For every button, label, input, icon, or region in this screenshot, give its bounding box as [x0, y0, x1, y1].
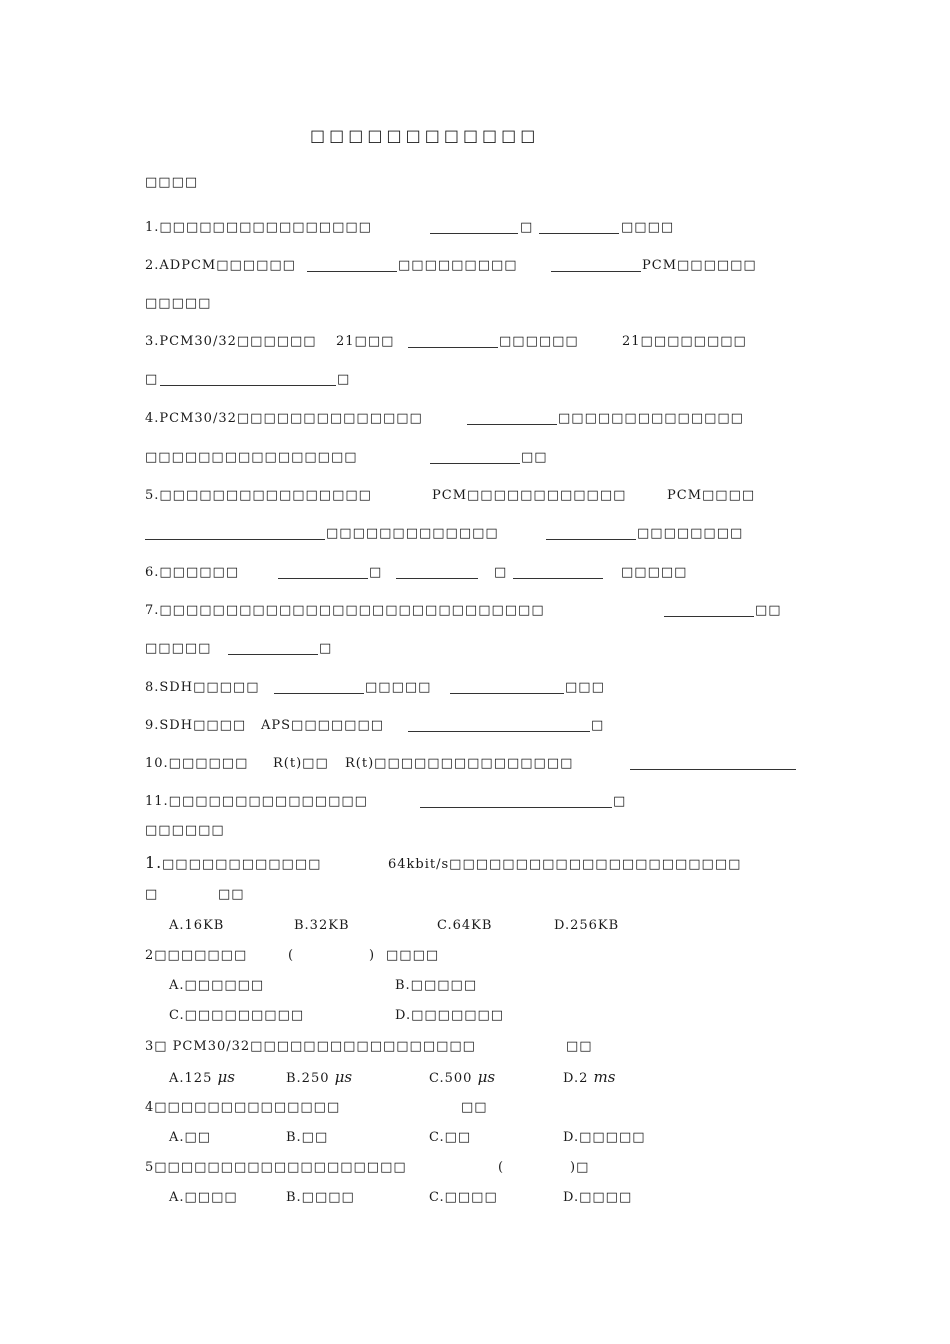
- q8-text-2: □□□□□: [365, 680, 432, 695]
- q4-text-4: □□: [521, 450, 548, 465]
- mc2-option-c[interactable]: C.□□□□□□□□□: [169, 1008, 305, 1023]
- q6-text-2: □: [369, 565, 383, 580]
- section-heading-multiple-choice: □□□□□□: [145, 823, 225, 838]
- mc3-unit-b: μs: [334, 1068, 353, 1086]
- q10-text: 10.□□□□□□: [145, 756, 249, 771]
- mc5-option-c[interactable]: C.□□□□: [429, 1190, 498, 1205]
- mc4-option-c[interactable]: C.□□: [429, 1130, 472, 1145]
- q5-text: 5.□□□□□□□□□□□□□□□□: [145, 488, 372, 503]
- page-title: □□□□□□□□□□□□: [310, 126, 540, 145]
- q5-blank-1[interactable]: [145, 539, 325, 540]
- q7-text-4: □: [319, 641, 333, 656]
- q7-blank-2[interactable]: [228, 654, 318, 655]
- q3-text: 3.PCM30/32□□□□□□: [145, 334, 317, 349]
- q3-blank-1[interactable]: [408, 347, 498, 348]
- q7-text: 7.□□□□□□□□□□□□□□□□□□□□□□□□□□□□□: [145, 603, 545, 618]
- q11-text: 11.□□□□□□□□□□□□□□□: [145, 794, 368, 809]
- mc5-paren-open: (: [498, 1160, 505, 1175]
- q5-blank-2[interactable]: [546, 539, 636, 540]
- q3-text-3: □□□□□□: [499, 334, 579, 349]
- mc1-text: □□□□□□□□□□□□: [162, 857, 322, 872]
- q1-blank-2[interactable]: [539, 233, 619, 234]
- q6-blank-2[interactable]: [396, 578, 478, 579]
- mc5-option-a[interactable]: A.□□□□: [169, 1190, 238, 1205]
- q10-text-3: R(t)□□□□□□□□□□□□□□□: [345, 756, 574, 771]
- q3-text-2: 21□□□: [336, 334, 395, 349]
- mc2-option-b[interactable]: B.□□□□□: [395, 978, 478, 993]
- mc1-option-a[interactable]: A.16KB: [169, 918, 225, 933]
- mc2-paren-close: ): [369, 948, 376, 963]
- q2-text: 2.ADPCM□□□□□□: [145, 258, 296, 273]
- q9-text: 9.SDH□□□□: [145, 718, 247, 733]
- mc1-text-3: □: [145, 887, 159, 902]
- mc5-option-b[interactable]: B.□□□□: [286, 1190, 355, 1205]
- q9-text-2: APS□□□□□□□: [261, 718, 385, 733]
- q4-blank-2[interactable]: [430, 463, 520, 464]
- mc5-paren-close: )□: [570, 1160, 590, 1175]
- mc1-option-b[interactable]: B.32KB: [294, 918, 350, 933]
- q7-text-3: □□□□□: [145, 641, 212, 656]
- q1-text: 1.□□□□□□□□□□□□□□□□: [145, 220, 372, 235]
- q4-text-3: □□□□□□□□□□□□□□□□: [145, 450, 358, 465]
- mc4-option-a[interactable]: A.□□: [169, 1130, 212, 1145]
- mc1-option-c[interactable]: C.64KB: [437, 918, 493, 933]
- q3-text-4: 21□□□□□□□□: [622, 334, 747, 349]
- q5-text-4: □□□□□□□□□□□□□: [326, 526, 499, 541]
- q6-text-4: □□□□□: [621, 565, 688, 580]
- q2-text-end: PCM□□□□□□: [642, 258, 757, 273]
- mc1-option-d[interactable]: D.256KB: [554, 918, 620, 933]
- mc2-option-a[interactable]: A.□□□□□□: [169, 978, 265, 993]
- q9-blank-1[interactable]: [408, 731, 590, 732]
- q1-text-mid: □: [520, 220, 534, 235]
- q8-blank-1[interactable]: [274, 693, 364, 694]
- q10-blank-1[interactable]: [630, 769, 796, 770]
- q9-text-3: □: [591, 718, 605, 733]
- mc4-option-d[interactable]: D.□□□□□: [563, 1130, 646, 1145]
- q6-text-3: □: [494, 565, 508, 580]
- q2-text-line2: □□□□□: [145, 296, 212, 311]
- q5-text-5: □□□□□□□□: [637, 526, 744, 541]
- q7-blank-1[interactable]: [664, 616, 754, 617]
- q3-text-5: □: [145, 372, 159, 387]
- q4-blank-1[interactable]: [467, 424, 557, 425]
- q2-text-mid: □□□□□□□□□: [398, 258, 518, 273]
- mc2-option-d[interactable]: D.□□□□□□□: [395, 1008, 505, 1023]
- mc3-unit-d: ms: [593, 1068, 616, 1086]
- mc2-text-2: □□□□: [386, 948, 440, 963]
- q3-text-6: □: [337, 372, 351, 387]
- q5-text-3: PCM□□□□: [667, 488, 756, 503]
- mc4-text: 4□□□□□□□□□□□□□□: [145, 1100, 341, 1115]
- mc1-text-2: 64kbit/s□□□□□□□□□□□□□□□□□□□□□□: [388, 857, 742, 872]
- mc5-text: 5□□□□□□□□□□□□□□□□□□□: [145, 1160, 407, 1175]
- mc5-option-d[interactable]: D.□□□□: [563, 1190, 633, 1205]
- q3-blank-2[interactable]: [160, 385, 336, 386]
- q11-text-2: □: [613, 794, 627, 809]
- mc1-number: 1.: [145, 853, 163, 872]
- mc3-text: 3□ PCM30/32□□□□□□□□□□□□□□□□□: [145, 1039, 476, 1054]
- mc4-text-2: □□: [461, 1100, 488, 1115]
- q4-text: 4.PCM30/32□□□□□□□□□□□□□□: [145, 411, 423, 426]
- mc3-option-a[interactable]: A.125 μs: [169, 1068, 235, 1086]
- q5-text-2: PCM□□□□□□□□□□□□: [432, 488, 627, 503]
- q10-text-2: R(t)□□: [273, 756, 329, 771]
- q2-blank-2[interactable]: [551, 271, 641, 272]
- q1-blank-1[interactable]: [430, 233, 518, 234]
- q6-text: 6.□□□□□□: [145, 565, 240, 580]
- q1-text-end: □□□□: [621, 220, 675, 235]
- mc2-paren-open: (: [288, 948, 295, 963]
- q8-text-3: □□□: [565, 680, 605, 695]
- q6-blank-3[interactable]: [513, 578, 603, 579]
- q7-text-2: □□: [755, 603, 782, 618]
- mc1-text-4: □□: [218, 887, 245, 902]
- q8-text: 8.SDH□□□□□: [145, 680, 260, 695]
- mc3-option-d[interactable]: D.2 ms: [563, 1068, 616, 1086]
- q6-blank-1[interactable]: [278, 578, 368, 579]
- q11-blank-1[interactable]: [420, 807, 612, 808]
- mc3-unit-a: μs: [217, 1068, 235, 1086]
- q4-text-2: □□□□□□□□□□□□□□: [558, 411, 744, 426]
- mc3-unit-c: μs: [477, 1068, 496, 1086]
- mc2-text: 2□□□□□□□: [145, 948, 248, 963]
- q8-blank-2[interactable]: [450, 693, 564, 694]
- mc3-text-2: □□: [566, 1039, 593, 1054]
- mc4-option-b[interactable]: B.□□: [286, 1130, 329, 1145]
- section-heading-fill-blank: □□□□: [145, 175, 199, 190]
- mc3-option-c[interactable]: C.500 μs: [429, 1068, 496, 1086]
- q2-blank-1[interactable]: [307, 271, 397, 272]
- mc3-option-b[interactable]: B.250 μs: [286, 1068, 353, 1086]
